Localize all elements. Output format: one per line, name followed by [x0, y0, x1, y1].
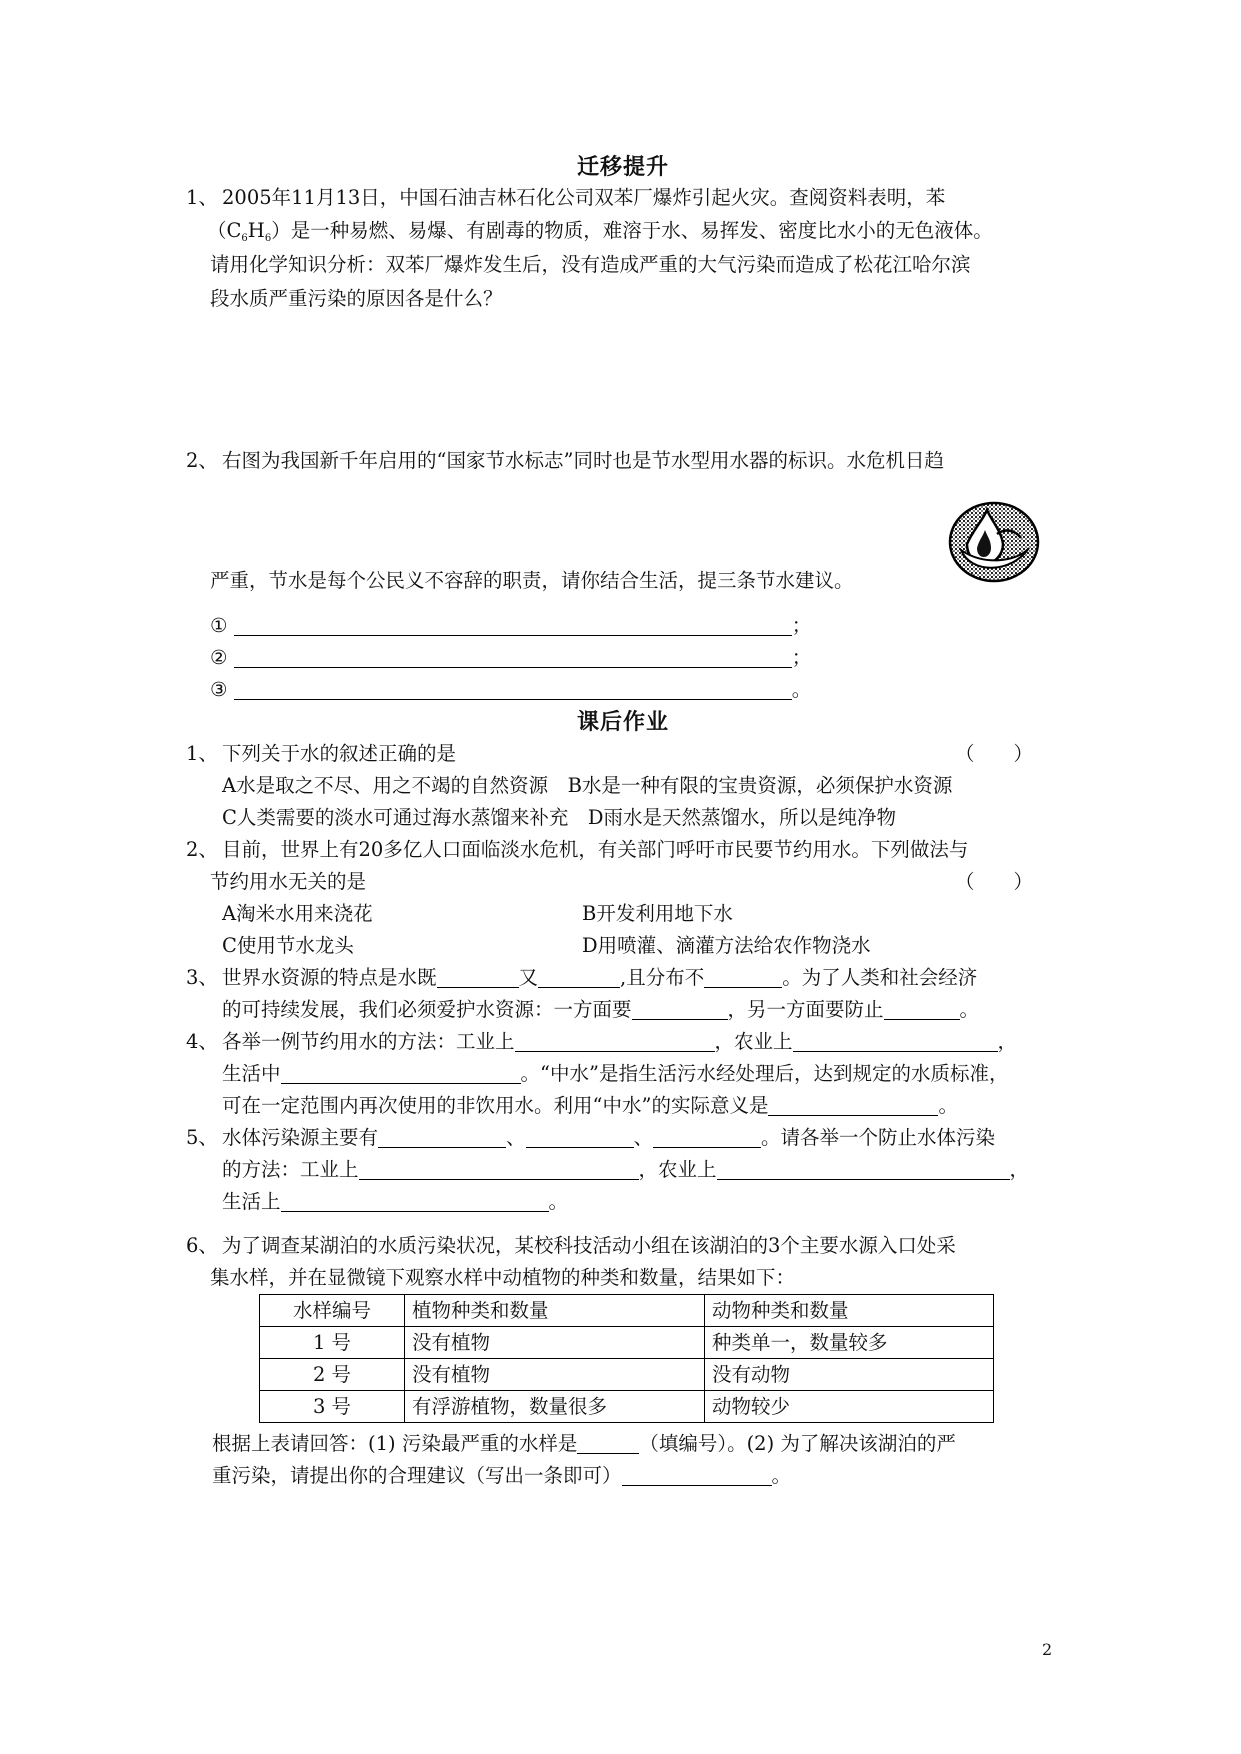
hw-q4-text: 生活中 [222, 1062, 281, 1085]
transfer-q2-line2: 严重，节水是每个公民义不容辞的职责，请你结合生活，提三条节水建议。 [210, 569, 854, 592]
formula-subscript-c: 6 [241, 233, 248, 244]
answer-blank[interactable] [768, 1093, 938, 1116]
transfer-q1-line4: 段水质严重污染的原因各是什么？ [210, 287, 503, 310]
hw-q5-line2 [222, 1154, 1029, 1186]
hw-q1-answer-paren[interactable]: （ ） [955, 742, 1034, 765]
water-saving-logo-icon [947, 500, 1041, 584]
hw-q3-text: 。为了人类和社会经济 [782, 966, 978, 989]
hw-q1-number: 1、 [186, 742, 218, 765]
answer-blank[interactable] [632, 997, 728, 1020]
suggestion-marker: ③ [210, 678, 228, 701]
table-row [260, 1327, 994, 1359]
hw-q3-text: 。 [959, 998, 980, 1021]
section-title-transfer: 迁移提升 [577, 154, 670, 180]
table-cell: 没有植物 [405, 1359, 705, 1391]
hw-q5-text: 生活上 [222, 1190, 281, 1213]
hw-q2-number: 2、 [186, 838, 218, 861]
table-cell: 有浮游植物，数量很多 [405, 1391, 705, 1423]
answer-blank[interactable] [793, 1029, 998, 1052]
hw-q2-option-b: B开发利用地下水 [582, 902, 733, 925]
hw-q2-option-d: D用喷灌、滴灌方法给农作物浇水 [582, 934, 871, 957]
hw-q4-line3 [222, 1090, 958, 1122]
hw-q6-after-line1 [212, 1428, 956, 1460]
formula-open: （C [207, 219, 242, 242]
hw-q5-line3 [222, 1186, 568, 1218]
hw-q1-options-row2: C人类需要的淡水可通过海水蒸馏来补充 D雨水是天然蒸馏水，所以是纯净物 [222, 806, 897, 829]
hw-q4-text: 。 [938, 1094, 958, 1117]
answer-blank[interactable] [234, 677, 792, 700]
suggestion-blank-2[interactable] [210, 642, 811, 674]
answer-blank[interactable] [281, 1061, 521, 1084]
hw-q2-line1: 目前，世界上有20多亿人口面临淡水危机，有关部门呼吁市民要节约用水。下列做法与 [222, 838, 969, 861]
hw-q5-text: 水体污染源主要有 [222, 1126, 379, 1149]
section-title-homework: 课后作业 [577, 709, 670, 735]
table-header-row [260, 1295, 994, 1327]
hw-q6-line2: 集水样，并在显微镜下观察水样中动植物的种类和数量，结果如下： [210, 1266, 796, 1289]
water-sample-table [259, 1294, 994, 1423]
table-cell: 3 号 [260, 1391, 405, 1423]
hw-q5-text: 、 [633, 1126, 654, 1149]
suggestion-marker: ② [210, 646, 228, 669]
hw-q5-text: 。 [548, 1190, 569, 1213]
table-cell: 种类单一，数量较多 [705, 1327, 994, 1359]
hw-q2-line2: 节约用水无关的是 [210, 870, 367, 893]
transfer-q1-line1: 2005年11月13日，中国石油吉林石化公司双苯厂爆炸引起火灾。查阅资料表明，苯 [222, 186, 946, 209]
answer-blank[interactable] [378, 1125, 506, 1148]
answer-blank[interactable] [526, 1125, 634, 1148]
hw-q4-text: 。“中水”是指生活污水经处理后，达到规定的水质标准， [520, 1062, 1009, 1085]
hw-q4-text: ，农业上 [714, 1030, 793, 1053]
table-row [260, 1391, 994, 1423]
hw-q4-text: 可在一定范围内再次使用的非饮用水。利用“中水”的实际意义是 [222, 1094, 769, 1117]
hw-q4-number: 4、 [186, 1030, 218, 1053]
hw-q6-text: 。 [771, 1464, 792, 1487]
transfer-q2-number: 2、 [186, 449, 218, 472]
suggestion-end: 。 [791, 678, 812, 701]
hw-q3-text: ，另一方面要防止 [727, 998, 884, 1021]
hw-q5-number: 5、 [186, 1126, 218, 1149]
answer-blank[interactable] [538, 965, 620, 988]
suggestion-end: ； [791, 614, 812, 637]
table-cell: 动物较少 [705, 1391, 994, 1423]
hw-q6-number: 6、 [186, 1234, 218, 1257]
suggestion-blank-3[interactable] [210, 674, 811, 706]
hw-q6-after-line2 [212, 1460, 791, 1492]
hw-q2-option-c: C使用节水龙头 [222, 934, 354, 957]
hw-q4-text: 各举一例节约用水的方法：工业上 [222, 1030, 515, 1053]
hw-q3-number: 3、 [186, 966, 218, 989]
answer-blank[interactable] [704, 965, 782, 988]
hw-q4-line2 [222, 1058, 1008, 1090]
answer-blank[interactable] [717, 1157, 1010, 1180]
answer-blank[interactable] [437, 965, 519, 988]
hw-q5-line1 [222, 1122, 995, 1154]
table-header-cell: 植物种类和数量 [405, 1295, 705, 1327]
table-header-cell: 水样编号 [260, 1295, 405, 1327]
transfer-q1-number: 1、 [186, 186, 218, 209]
suggestion-end: ； [791, 646, 812, 669]
transfer-q2-line1: 右图为我国新千年启用的“国家节水标志”同时也是节水型用水器的标识。水危机日趋 [222, 449, 944, 472]
hw-q3-line2 [222, 994, 979, 1026]
hw-q4-text: ， [997, 1030, 1018, 1053]
hw-q1-options-row1: A水是取之不尽、用之不竭的自然资源 B水是一种有限的宝贵资源，必须保护水资源 [222, 774, 953, 797]
answer-blank[interactable] [234, 613, 792, 636]
hw-q2-answer-paren[interactable]: （ ） [955, 870, 1034, 893]
hw-q5-text: 。请各举一个防止水体污染 [761, 1126, 996, 1149]
answer-blank[interactable] [653, 1125, 761, 1148]
hw-q6-text: 根据上表请回答：(1) 污染最严重的水样是 [212, 1432, 578, 1455]
answer-blank[interactable] [577, 1431, 639, 1454]
hw-q3-text: 世界水资源的特点是水既 [222, 966, 437, 989]
hw-q5-text: ， [1009, 1158, 1030, 1181]
hw-q6-text: （填编号）。(2) 为了解决该湖泊的严 [639, 1432, 956, 1455]
transfer-q1-line2-rest: ）是一种易燃、易爆、有剧毒的物质，难溶于水、易挥发、密度比水小的无色液体。 [271, 219, 993, 242]
table-header-cell: 动物种类和数量 [705, 1295, 994, 1327]
answer-blank[interactable] [622, 1463, 772, 1486]
formula-h: H [247, 219, 265, 242]
answer-blank[interactable] [884, 997, 960, 1020]
hw-q2-option-a: A淘米水用来浇花 [222, 902, 373, 925]
suggestion-marker: ① [210, 614, 228, 637]
answer-blank[interactable] [281, 1189, 549, 1212]
hw-q5-text: ，农业上 [638, 1158, 717, 1181]
transfer-q1-line3: 请用化学知识分析：双苯厂爆炸发生后，没有造成严重的大气污染而造成了松花江哈尔滨 [210, 253, 971, 276]
table-cell: 1 号 [260, 1327, 405, 1359]
hw-q1-stem: 下列关于水的叙述正确的是 [222, 742, 457, 765]
hw-q5-text: 、 [506, 1126, 526, 1149]
formula-subscript-h: 6 [264, 233, 272, 244]
hw-q3-text: ,且分布不 [620, 966, 705, 989]
hw-q4-line1 [222, 1026, 1017, 1058]
table-row [260, 1359, 994, 1391]
answer-blank[interactable] [515, 1029, 715, 1052]
page-number: 2 [1042, 1640, 1053, 1659]
table-cell: 没有动物 [705, 1359, 994, 1391]
table-cell: 2 号 [260, 1359, 405, 1391]
hw-q3-line1 [222, 962, 977, 994]
suggestion-blank-1[interactable] [210, 610, 811, 642]
hw-q3-text: 的可持续发展，我们必须爱护水资源：一方面要 [222, 998, 632, 1021]
hw-q5-text: 的方法：工业上 [222, 1158, 359, 1181]
hw-q3-text: 又 [518, 966, 539, 989]
answer-blank[interactable] [359, 1157, 639, 1180]
hw-q6-line1: 为了调查某湖泊的水质污染状况，某校科技活动小组在该湖泊的3个主要水源入口处采 [222, 1234, 956, 1257]
answer-blank[interactable] [234, 645, 792, 668]
hw-q6-text: 重污染，请提出你的合理建议（写出一条即可） [212, 1464, 622, 1487]
table-cell: 没有植物 [405, 1327, 705, 1359]
